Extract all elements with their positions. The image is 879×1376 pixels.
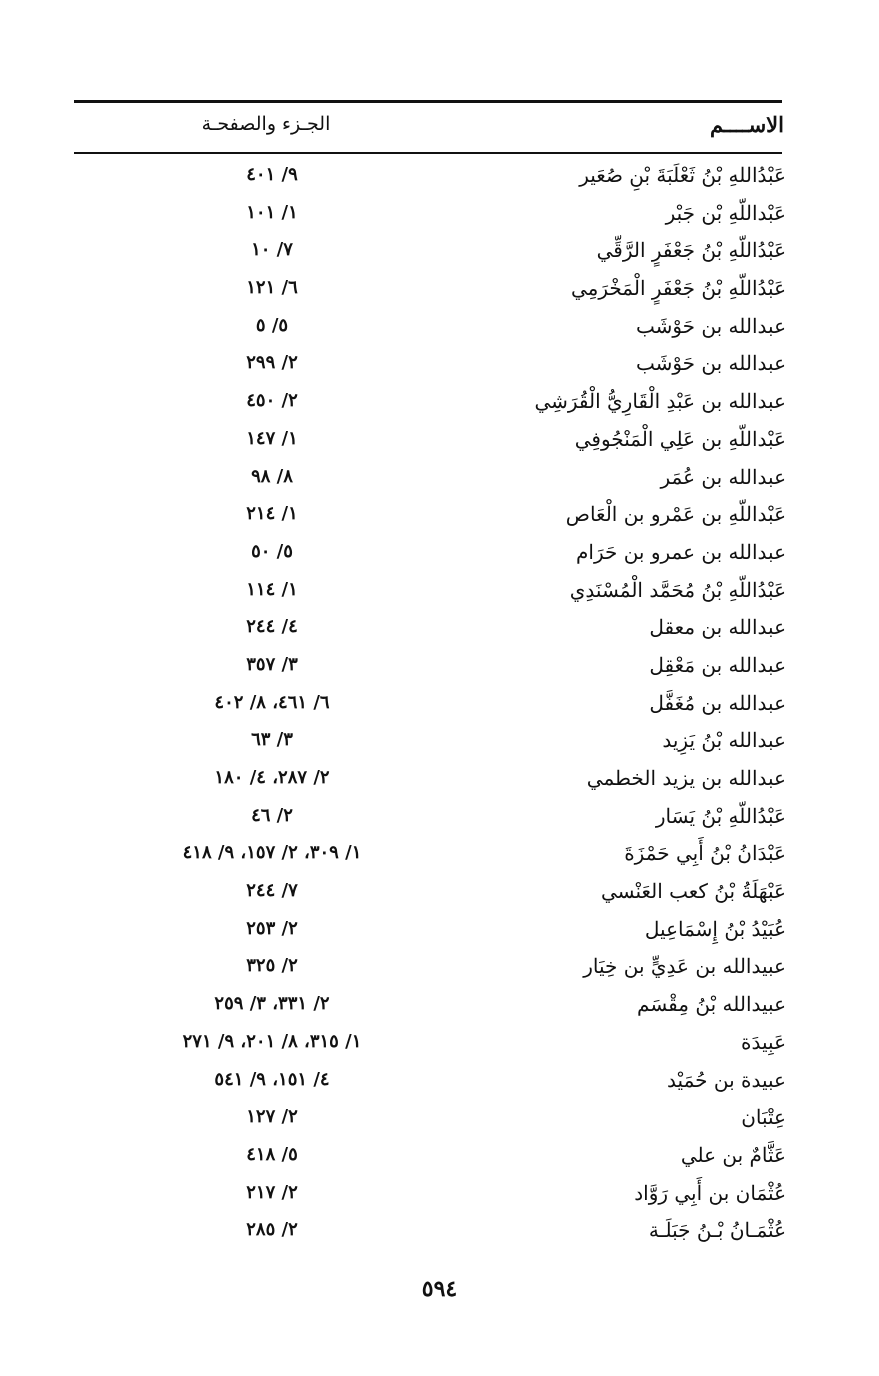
table-row xyxy=(0,232,879,270)
entry-volume-page: ٥/ ٥٠ xyxy=(251,540,293,562)
table-row xyxy=(0,1024,879,1062)
table-row xyxy=(0,835,879,873)
entry-name: عَبْدُاللّهِ بْنُ مُحَمَّد الْمُسْنَدِي xyxy=(569,577,786,602)
entry-volume-page: ٢/ ٤٥٠ xyxy=(246,390,298,412)
entry-name: عَبْهَلَةُ بْنُ كعب العَنْسي xyxy=(600,879,786,904)
entry-volume-page: ٥/ ٤١٨ xyxy=(246,1143,298,1165)
table-row xyxy=(0,1062,879,1100)
entry-volume-page: ٧/ ٢٤٤ xyxy=(246,880,298,902)
entry-volume-page: ٣/ ٦٣ xyxy=(251,729,293,751)
entry-name: عَبْدُاللهِ بْنُ ثَعْلَبَةَ بْنِ صُعَير xyxy=(579,163,786,187)
entry-name: عَبِيدَة xyxy=(741,1029,786,1054)
table-row xyxy=(0,345,879,383)
table-row xyxy=(0,270,879,308)
entry-name: عبدالله بن مَعْقِل xyxy=(649,652,786,677)
entry-name: عُثْمَـانُ بْـنُ جَبَلَـة xyxy=(648,1218,786,1243)
entry-volume-page: ٦/ ١٢١ xyxy=(246,277,298,299)
table-row xyxy=(0,722,879,760)
entry-name: عبيدالله بْنُ مِقْسَم xyxy=(637,992,786,1017)
entry-name: عَبْداللّهِ بْن جَبْر xyxy=(665,200,786,225)
entry-volume-page: ٤/ ٢٤٤ xyxy=(246,616,298,638)
column-header-volume-page: الجـزء والصفحـة xyxy=(201,113,331,135)
entry-name: عَبْدُاللّهِ بْنُ يَسَار xyxy=(655,803,786,828)
entry-volume-page: ٨/ ٩٨ xyxy=(251,465,293,487)
top-rule xyxy=(74,100,782,103)
entry-name: عَبْدُاللّهِ بْنُ جَعْفَرٍ الْمَخْرَمِي xyxy=(570,276,786,301)
entry-name: عبدالله بن مُغَفَّل xyxy=(649,690,786,715)
table-row xyxy=(0,1212,879,1250)
entry-volume-page: ٣/ ٣٥٧ xyxy=(246,653,298,675)
entry-volume-page: ٧/ ١٠ xyxy=(251,239,293,261)
table-row xyxy=(0,986,879,1024)
table-row xyxy=(0,1175,879,1213)
table-row xyxy=(0,459,879,497)
entry-volume-page: ٢/ ٢١٧ xyxy=(246,1181,298,1203)
entry-volume-page: ٢/ ١٢٧ xyxy=(246,1106,298,1128)
entry-volume-page: ١/ ١٤٧ xyxy=(246,427,298,449)
entry-name: عبيدة بن حُمَيْد xyxy=(667,1067,786,1092)
entry-name: عُبَيْدُ بْنُ إِسْمَاعِيل xyxy=(644,916,786,941)
entry-name: عِتْبَان xyxy=(741,1105,786,1130)
entry-volume-page: ٢/ ٢٨٥ xyxy=(246,1219,298,1241)
entry-volume-page: ٢/ ٣٢٥ xyxy=(246,955,298,977)
entry-name: عبدالله بن عَبْدِ الْقَارِيُّ الْقُرَشِي xyxy=(534,389,786,414)
page-number: ٥٩٤ xyxy=(421,1276,458,1302)
entry-volume-page: ٢/ ٢٥٣ xyxy=(246,917,298,939)
table-row xyxy=(0,195,879,233)
table-row xyxy=(0,496,879,534)
entry-volume-page: ٢/ ٢٩٩ xyxy=(246,352,298,374)
entry-volume-page: ١/ ٢١٤ xyxy=(246,503,298,525)
entry-name: عَبْداللّهِ بن عَلِي الْمَنْجُوفِي xyxy=(574,426,786,451)
entry-name: عبيدالله بن عَدِيٍّ بن خِيَار xyxy=(583,954,786,979)
entry-name: عَبْدَانُ بْنُ أَبِي حَمْزَةَ xyxy=(624,841,786,866)
entry-volume-page: ١/ ٣١٥، ٨/ ٢٠١، ٩/ ٢٧١ xyxy=(182,1030,362,1052)
table-row xyxy=(0,421,879,459)
column-header-name: الاســــم xyxy=(710,112,784,137)
table-row xyxy=(0,308,879,346)
entry-name: عبدالله بن حَوْشَب xyxy=(635,313,786,338)
entry-name: عبدالله بن معقل xyxy=(649,615,786,640)
entry-name: عَبْداللّهِ بن عَمْرو بن الْعَاص xyxy=(565,502,786,527)
table-row xyxy=(0,534,879,572)
entry-volume-page: ٥/ ٥ xyxy=(255,314,289,336)
entry-volume-page: ٩/ ٤٠١ xyxy=(246,164,298,185)
entry-name: عبدالله بن حَوْشَب xyxy=(635,351,786,376)
entry-volume-page: ١/ ١١٤ xyxy=(246,578,298,600)
entry-volume-page: ٢/ ٣٣١، ٣/ ٢٥٩ xyxy=(214,993,330,1015)
table-row xyxy=(0,647,879,685)
header-rule xyxy=(74,152,782,154)
entry-volume-page: ١/ ١٠١ xyxy=(246,201,298,223)
entry-volume-page: ١/ ٣٠٩، ٢/ ١٥٧، ٩/ ٤١٨ xyxy=(182,842,362,864)
table-row xyxy=(0,911,879,949)
entry-name: عَثَّامٌ بن علي xyxy=(680,1142,786,1167)
table-row xyxy=(0,1137,879,1175)
table-row xyxy=(0,948,879,986)
table-row xyxy=(0,685,879,723)
entry-volume-page: ٦/ ٤٦١، ٨/ ٤٠٢ xyxy=(214,691,330,713)
table-row xyxy=(0,760,879,798)
table-row xyxy=(0,609,879,647)
entry-volume-page: ٢/ ٢٨٧، ٤/ ١٨٠ xyxy=(214,767,330,788)
entry-name: عبدالله بن يزيد الخطمي xyxy=(586,766,786,790)
table-row xyxy=(0,383,879,421)
table-row xyxy=(0,1099,879,1137)
entry-name: عبدالله بن عُمَر xyxy=(660,464,786,489)
entry-name: عبدالله بن عمرو بن حَرَام xyxy=(576,539,786,564)
entry-name: عُثْمَان بن أَبِي رَوَّاد xyxy=(634,1180,786,1205)
entry-name: عَبْدُاللّهِ بْنُ جَعْفَرٍ الرَّقِّي xyxy=(596,238,786,263)
entry-volume-page: ٢/ ٤٦ xyxy=(251,804,293,826)
entry-volume-page: ٤/ ١٥١، ٩/ ٥٤١ xyxy=(214,1068,330,1090)
table-row xyxy=(0,798,879,836)
entry-name: عبدالله بْنُ يَزِيد xyxy=(662,728,786,753)
table-row xyxy=(0,157,879,195)
index-table xyxy=(0,157,879,1250)
table-row xyxy=(0,572,879,610)
table-row xyxy=(0,873,879,911)
